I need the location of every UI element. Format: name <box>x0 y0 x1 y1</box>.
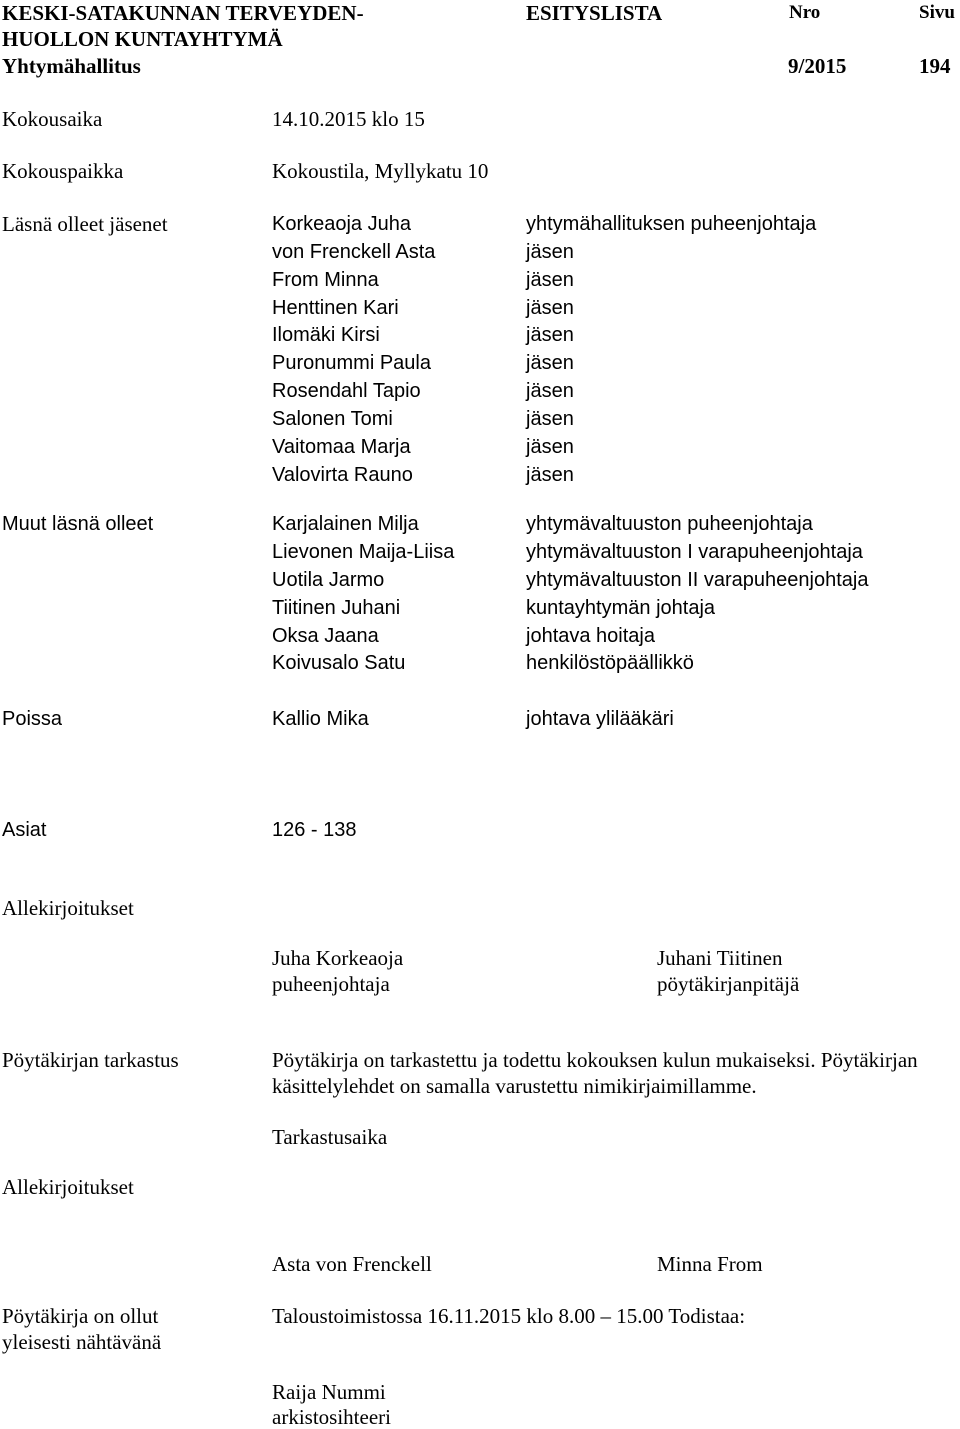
member-name: Ilomäki Kirsi <box>272 324 380 346</box>
other-role: henkilöstöpäällikkö <box>526 652 694 674</box>
member-role: jäsen <box>526 464 574 486</box>
review-label: Pöytäkirjan tarkastus <box>2 1048 179 1072</box>
member-role: jäsen <box>526 380 574 402</box>
signatures-label: Allekirjoitukset <box>2 896 134 920</box>
member-name: Vaitomaa Marja <box>272 436 411 458</box>
items-label: Asiat <box>2 819 47 841</box>
other-role: kuntayhtymän johtaja <box>526 597 716 619</box>
absent-label: Poissa <box>2 708 63 730</box>
member-name: Rosendahl Tapio <box>272 380 421 402</box>
other-role: yhtymävaltuuston puheenjohtaja <box>526 513 813 535</box>
member-role: jäsen <box>526 436 574 458</box>
meeting-time-value: 14.10.2015 klo 15 <box>272 107 425 131</box>
review-text-line1: Pöytäkirja on tarkastettu ja todettu kokouksen kulun mukaiseksi. Pöytäkirjan <box>272 1048 918 1072</box>
signature-1-role: puheenjohtaja <box>272 972 390 996</box>
sivu-label: Sivu <box>919 2 955 23</box>
absent-role: johtava ylilääkäri <box>526 708 674 730</box>
member-name: Henttinen Kari <box>272 297 399 319</box>
other-role: yhtymävaltuuston II varapuheenjohtaja <box>526 569 869 591</box>
signature-2-name: Juhani Tiitinen <box>657 946 783 970</box>
meeting-time-label: Kokousaika <box>2 107 103 131</box>
other-name: Karjalainen Milja <box>272 513 419 535</box>
member-name: Puronummi Paula <box>272 352 431 374</box>
public-label-line2: yleisesti nähtävänä <box>2 1330 162 1354</box>
present-members-label: Läsnä olleet jäsenet <box>2 212 168 236</box>
other-name: Tiitinen Juhani <box>272 597 401 619</box>
member-name: von Frenckell Asta <box>272 241 436 263</box>
member-role: jäsen <box>526 408 574 430</box>
member-name: From Minna <box>272 269 379 291</box>
other-name: Uotila Jarmo <box>272 569 385 591</box>
member-role: jäsen <box>526 241 574 263</box>
signature-2-role: pöytäkirjanpitäjä <box>657 972 800 996</box>
absent-name: Kallio Mika <box>272 708 369 730</box>
member-role: jäsen <box>526 297 574 319</box>
meeting-place-value: Kokoustila, Myllykatu 10 <box>272 159 489 183</box>
nro-label: Nro <box>789 2 821 23</box>
body-name: Yhtymähallitus <box>2 54 141 78</box>
member-role: yhtymähallituksen puheenjohtaja <box>526 213 817 235</box>
sivu-value: 194 <box>919 54 951 78</box>
member-name: Korkeaoja Juha <box>272 213 411 235</box>
items-value: 126 - 138 <box>272 819 357 841</box>
review-time-label: Tarkastusaika <box>272 1125 388 1149</box>
org-name-line1: KESKI-SATAKUNNAN TERVEYDEN- <box>2 1 364 25</box>
other-role: yhtymävaltuuston I varapuheenjohtaja <box>526 541 863 563</box>
public-text: Taloustoimistossa 16.11.2015 klo 8.00 – 15.00 Todistaa: <box>272 1304 746 1328</box>
other-name: Lievonen Maija-Liisa <box>272 541 455 563</box>
nro-value: 9/2015 <box>788 54 847 78</box>
public-label-line1: Pöytäkirja on ollut <box>2 1304 159 1328</box>
review-signature-1: Asta von Frenckell <box>272 1252 432 1276</box>
other-name: Oksa Jaana <box>272 625 379 647</box>
member-name: Salonen Tomi <box>272 408 393 430</box>
meeting-place-label: Kokouspaikka <box>2 159 124 183</box>
public-signer-name: Raija Nummi <box>272 1380 386 1404</box>
public-signer-title: arkistosihteeri <box>272 1405 391 1429</box>
other-role: johtava hoitaja <box>526 625 655 647</box>
member-name: Valovirta Rauno <box>272 464 413 486</box>
member-role: jäsen <box>526 324 574 346</box>
review-signature-2: Minna From <box>657 1252 763 1276</box>
signature-1-name: Juha Korkeaoja <box>272 946 404 970</box>
org-name-line2: HUOLLON KUNTAYHTYMÄ <box>2 27 283 51</box>
others-present-label: Muut läsnä olleet <box>2 513 154 535</box>
doc-type: ESITYSLISTA <box>526 1 663 25</box>
review-signatures-label: Allekirjoitukset <box>2 1175 134 1199</box>
review-text-line2: käsittelylehdet on samalla varustettu nimikirjaimillamme. <box>272 1074 757 1098</box>
member-role: jäsen <box>526 269 574 291</box>
other-name: Koivusalo Satu <box>272 652 406 674</box>
member-role: jäsen <box>526 352 574 374</box>
